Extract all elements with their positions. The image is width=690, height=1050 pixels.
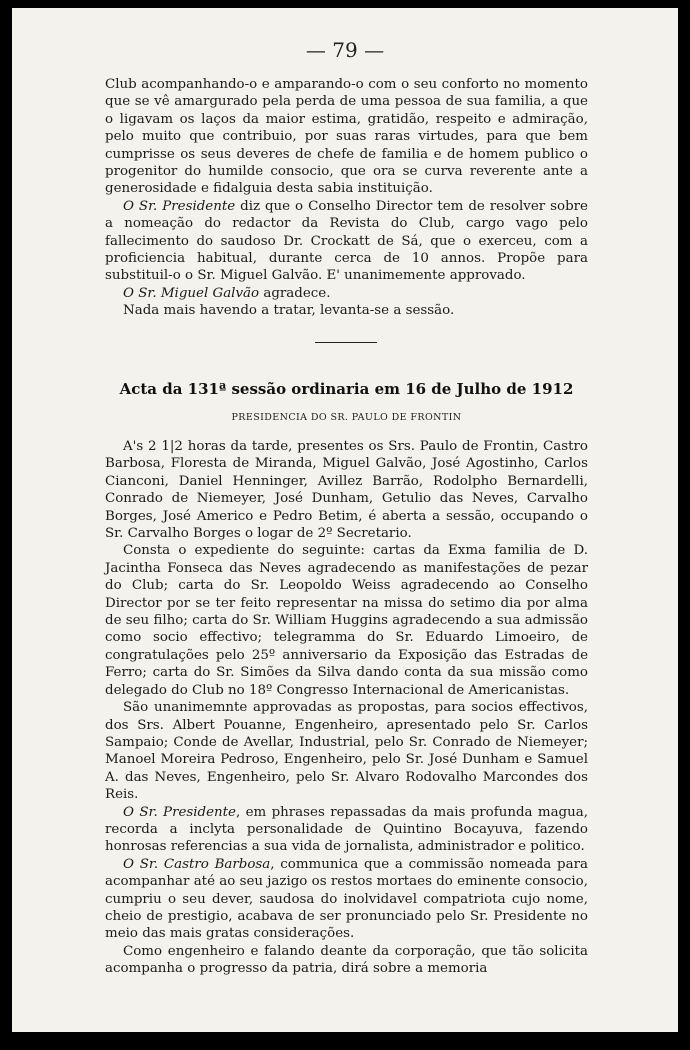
speaker-name: O Sr. Presidente: [123, 198, 236, 214]
paragraph: Club acompanhando-o e amparando-o com o seu conforto no momento que se vê amargurado pela perda de uma pessoa de sua familia, a que o ligavam os laços da maior estima, gratidão, respeito e admiração, pelo muito que contribuio, por suas raras virtudes, para que bem cumprisse os seus deveres de chefe de familia e de homem publico o progenitor do humilde consocio, que ora se curva reverente ante a generosidade e fidalguia desta sabia instituição.: [105, 77, 588, 197]
paragraph: Nada mais havendo a tratar, levanta-se a sessão.: [123, 303, 455, 319]
section-divider: [315, 342, 377, 343]
document-page: [12, 8, 678, 1032]
paragraph: O Sr. Presidente, em phrases repassadas da mais profunda magua, recorda a inclyta personalidade de Quintino Bocayuva, fazendo honrosas referencias a sua vida de jornalista, administrador e politico.: [105, 804, 588, 855]
speaker-name: O Sr. Castro Barbosa: [123, 856, 271, 872]
speaker-name: O Sr. Presidente: [123, 804, 236, 820]
paragraph: A's 2 1|2 horas da tarde, presentes os Srs. Paulo de Frontin, Castro Barbosa, Floresta de Miranda, Miguel Galvão, José Agostinho, Carlos Cianconi, Daniel Henninger, Avillez Barrão, Rodolpho Bernardelli, Conrado de Niemeyer, José Dunham, Getulio das Neves, Carvalho Borges, José Americo e Pedro Betim, é aberta a sessão, occupando o Sr. Carvalho Borges o logar de 2º Secretario.: [105, 439, 588, 542]
paragraph: O Sr. Presidente diz que o Conselho Director tem de resolver sobre a nomeação do redactor da Revista do Club, cargo vago pelo fallecimento do saudoso Dr. Crockatt de Sá, que o exerceu, com a proficiencia habitual, durante cerca de 10 annos. Propõe para substituil-o o Sr. Miguel Galvão. E' unanimemente approvado.: [105, 198, 588, 284]
paragraph: O Sr. Castro Barbosa, communica que a commissão nomeada para acompanhar até ao seu jazigo os restos mortaes do eminente consocio, cumpriu o seu dever, saudosa do inolvidavel compatriota cujo nome, cheio de prestigio, acabava de ser pronunciado pelo Sr. Presidente no meio das mais gratas considerações.: [105, 856, 588, 942]
speaker-name: O Sr. Miguel Galvão: [123, 285, 260, 301]
paragraph: O Sr. Miguel Galvão agradece.: [123, 285, 331, 301]
section-subheading: PRESIDENCIA DO SR. PAULO DE FRONTIN: [231, 412, 462, 423]
text-block-top: [105, 76, 588, 320]
page-number: — 79 —: [305, 38, 385, 62]
paragraph: Consta o expediente do seguinte: cartas da Exma familia de D. Jacintha Fonseca das Neves agradecendo as manifestações de pezar do Club; carta do Sr. Leopoldo Weiss agradecendo ao Conselho Director por se ter feito representar na missa do setimo dia por alma de seu filho; carta do Sr. William Huggins agradecendo a sua admissão como socio effectivo; telegramma do Sr. Eduardo Limoeiro, de congratulações pelo 25º anniversario da Exposição das Estradas de Ferro; carta do Sr. Simões da Silva dando conta da sua missão como delegado do Club no 18º Congresso Internacional de Americanistas.: [105, 543, 588, 698]
paragraph: Como engenheiro e falando deante da corporação, que tão solicita acompanha o progresso da patria, dirá sobre a memoria: [105, 943, 588, 977]
section-heading: Acta da 131ª sessão ordinaria em 16 de Julho de 1912: [119, 380, 574, 398]
paragraph: São unanimemnte approvadas as propostas, para socios effectivos, dos Srs. Albert Pouanne, Engenheiro, apresentado pelo Sr. Carlos Sampaio; Conde de Avellar, Industrial, pelo Sr. Conrado de Niemeyer; Manoel Moreira Pedroso, Engenheiro, pelo Sr. José Dunham e Samuel A. das Neves, Engenheiro, pelo Sr. Alvaro Rodovalho Marcondes dos Reis.: [105, 700, 588, 803]
text-block-bottom: [105, 438, 588, 978]
